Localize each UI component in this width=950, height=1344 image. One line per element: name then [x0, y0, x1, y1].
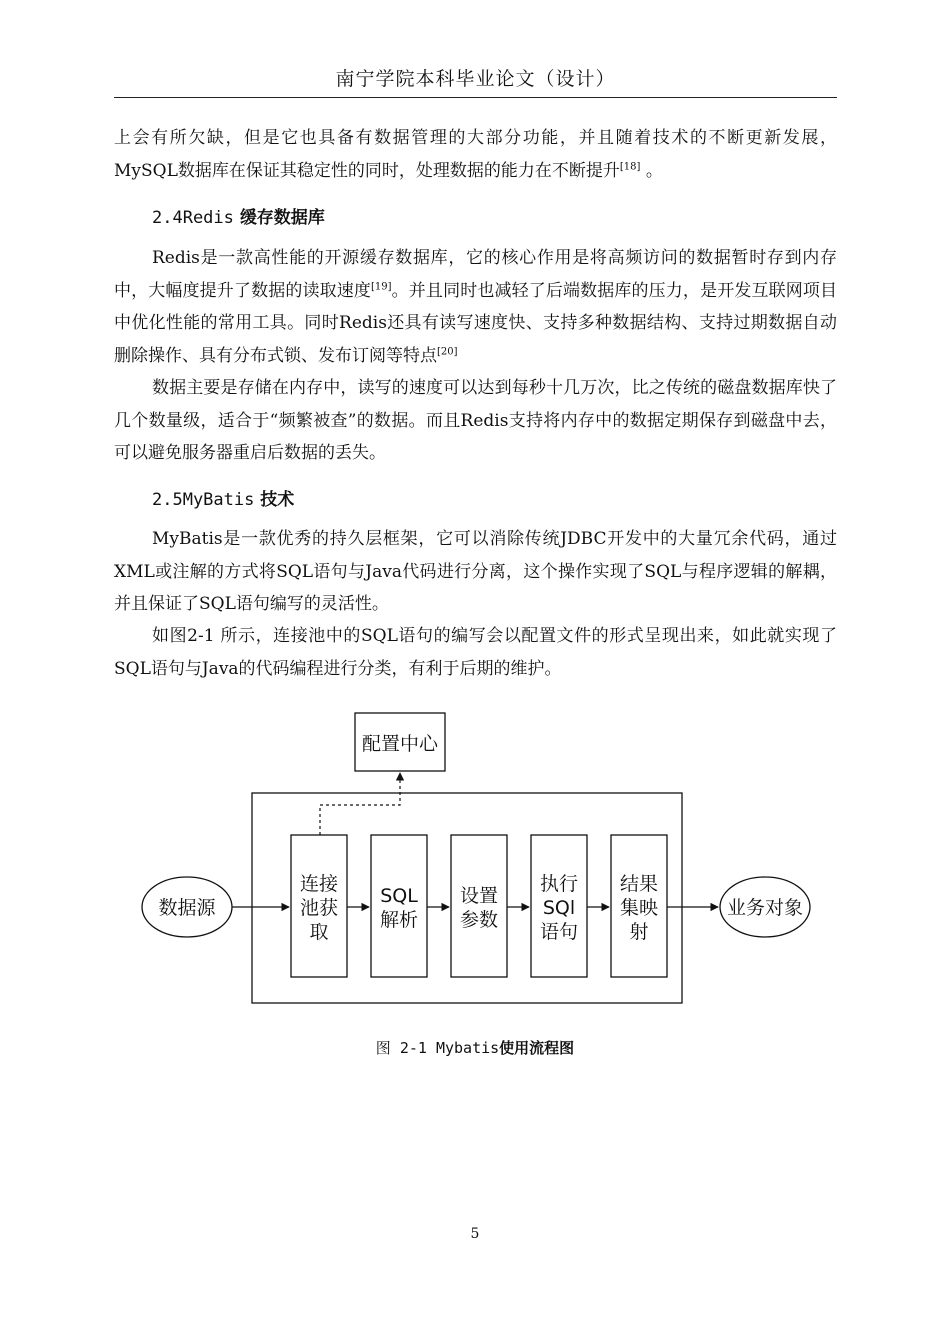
header-rule: [114, 97, 837, 98]
figure-caption: [0, 1037, 950, 1058]
figure-caption-text: 使用流程图: [499, 1039, 575, 1057]
paragraph-redis-intro: [114, 242, 837, 372]
step-1-label-line: 池获: [299, 897, 339, 919]
config-dashed-arrow: [320, 773, 400, 835]
citation-19: [19]: [371, 280, 392, 292]
figure-caption-number: 图 2-1 Mybatis: [375, 1039, 500, 1057]
paragraph-redis-memory: 数据主要是存储在内存中，读写的速度可以达到每秒十几万次，比之传统的磁盘数据库快了几个数量级，适合于“频繁被查”的数据。而且Redis支持将内存中的数据定期保存到磁盘中去，可以避免服务器重启后数据的丢失。: [114, 378, 837, 463]
citation-20: [20]: [437, 345, 458, 357]
step-3-label-line: 参数: [459, 909, 499, 931]
page-number: 5: [470, 1226, 480, 1242]
mybatis-flow-diagram: [130, 705, 820, 1015]
step-4-label-line: 语句: [539, 921, 579, 943]
step-1-label-line: 取: [309, 921, 329, 943]
step-4-label-line: SQl: [542, 897, 576, 919]
citation-18: [18]: [619, 160, 641, 172]
paragraph-mybatis-figure-ref: 如图2-1 所示，连接池中的SQL语句的编写会以配置文件的形式呈现出来，如此就实现了SQL语句与Java的代码编程进行分类，有利于后期的维护。: [114, 626, 837, 679]
step-4-label-line: 执行: [539, 873, 579, 895]
paragraph-redis-intro-text-b: 。并且同时也减轻了后端数据库的压力，是开发互联网项目中优化性能的常用工具。同时Redis还具有读写速度快、支持多种数据结构、支持过期数据自动删除操作、具有分布式锁、发布订阅等特点: [114, 280, 837, 366]
section-title-2-4: 缓存数据库: [239, 208, 325, 228]
config-center-label: 配置中心: [361, 733, 439, 755]
paragraph-mysql-end: 。: [640, 160, 663, 181]
paragraph-mybatis-intro: MyBatis是一款优秀的持久层框架，它可以消除传统JDBC开发中的大量冗余代码，通过XML或注解的方式将SQL语句与Java代码进行分离，这个操作实现了SQL与程序逻辑的解耦，并且保证了SQL语句编写的灵活性。: [114, 529, 837, 614]
section-number-2-5: 2.5MyBatis: [152, 490, 255, 510]
data-source-label: 数据源: [158, 897, 216, 919]
business-object-label: 业务对象: [726, 897, 804, 919]
step-1-label-line: 连接: [299, 873, 339, 895]
paragraph-redis-intro-text-a: Redis是一款高性能的开源缓存数据库，它的核心作用是将高频访问的数据暂时存到内存中，大幅度提升了数据的读取速度: [114, 248, 837, 301]
section-heading-2-4: [152, 203, 325, 228]
section-number-2-4: 2.4Redis: [152, 208, 234, 228]
page-header: 南宁学院本科毕业论文（设计）: [335, 68, 616, 90]
step-5-label-line: 集映: [619, 897, 659, 919]
step-3-label-line: 设置: [459, 885, 499, 907]
section-heading-2-5: [152, 485, 294, 510]
section-title-2-5: 技术: [260, 490, 295, 510]
step-2-label-line: SQL: [380, 885, 418, 907]
step-2-label-line: 解析: [379, 909, 419, 931]
paragraph-mysql: [114, 122, 837, 187]
step-5-label-line: 射: [629, 921, 649, 943]
paragraph-mysql-text: 上会有所欠缺，但是它也具备有数据管理的大部分功能，并且随着技术的不断更新发展，MySQL数据库在保证其稳定性的同时，处理数据的能力在不断提升: [114, 128, 837, 181]
step-5-label-line: 结果: [619, 873, 659, 895]
step-boxes: [291, 835, 718, 977]
